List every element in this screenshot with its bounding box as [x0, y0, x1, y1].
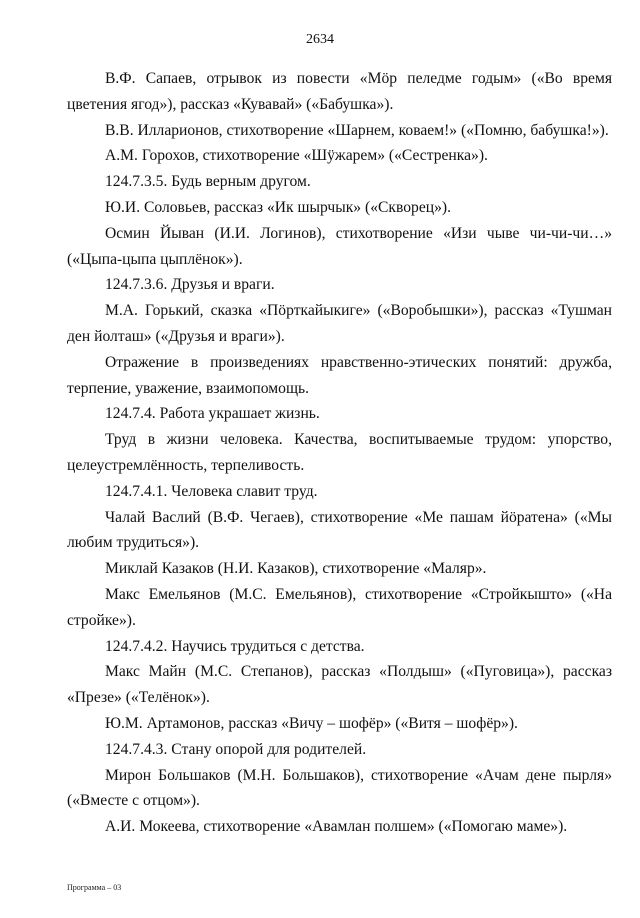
- document-body: [67, 66, 612, 840]
- paragraph: Осмин Йыван (И.И. Логинов), стихотворение «Изи чыве чи-чи-чи…» («Цыпа-цыпа цыплёнок»).: [67, 224, 612, 268]
- paragraph: Ю.И. Соловьев, рассказ «Ик шырчык» («Скворец»).: [105, 198, 451, 216]
- section-heading: 124.7.4.1. Человека славит труд.: [105, 482, 318, 500]
- paragraph: Макс Емельянов (М.С. Емельянов), стихотворение «Стройкышто» («На стройке»).: [67, 585, 612, 629]
- paragraph: Миклай Казаков (Н.И. Казаков), стихотворение «Маляр».: [105, 560, 487, 578]
- paragraph: А.М. Горохов, стихотворение «Шӱжарем» («Сестренка»).: [105, 147, 488, 165]
- paragraph: В.Ф. Сапаев, отрывок из повести «Мӧр пеледме годым» («Во время цветения ягод»), рассказ «Кувавай» («Бабушка»).: [67, 70, 612, 113]
- section-heading: 124.7.4.2. Научись трудиться с детства.: [105, 637, 365, 655]
- section-heading: 124.7.4. Работа украшает жизнь.: [105, 405, 320, 423]
- section-heading: 124.7.3.5. Будь верным другом.: [105, 173, 311, 191]
- paragraph: Чалай Васлий (В.Ф. Чегаев), стихотворение «Ме пашам йӧратена» («Мы любим трудиться»).: [67, 508, 612, 552]
- page-number: 2634: [306, 32, 334, 47]
- section-heading: 124.7.4.3. Стану опорой для родителей.: [105, 740, 367, 758]
- paragraph: А.И. Мокеева, стихотворение «Авамлан полшем» («Помогаю маме»).: [105, 818, 568, 836]
- section-heading: 124.7.3.6. Друзья и враги.: [105, 276, 275, 294]
- paragraph: Отражение в произведениях нравственно-этических понятий: дружба, терпение, уважение, взаимопомощь.: [67, 353, 612, 397]
- paragraph: Ю.М. Артамонов, рассказ «Вичу – шофёр» («Витя – шофёр»).: [105, 714, 518, 732]
- paragraph: Макс Майн (М.С. Степанов), рассказ «Полдыш» («Пуговица»), рассказ «Презе» («Телёнок»).: [67, 663, 612, 707]
- page-footer: Программа – 03: [67, 883, 122, 892]
- paragraph: В.В. Илларионов, стихотворение «Шарнем, коваем!» («Помню, бабушка!»).: [105, 121, 609, 139]
- paragraph: М.А. Горький, сказка «Пӧрткайыкиге» («Воробышки»), рассказ «Тушман ден йолташ» («Друзья и враги»).: [67, 302, 612, 345]
- paragraph: Мирон Большаков (М.Н. Большаков), стихотворение «Ачам дене пырля» («Вместе с отцом»).: [67, 766, 612, 810]
- paragraph: Труд в жизни человека. Качества, воспитываемые трудом: упорство, целеустремлённость, терпеливость.: [67, 431, 612, 474]
